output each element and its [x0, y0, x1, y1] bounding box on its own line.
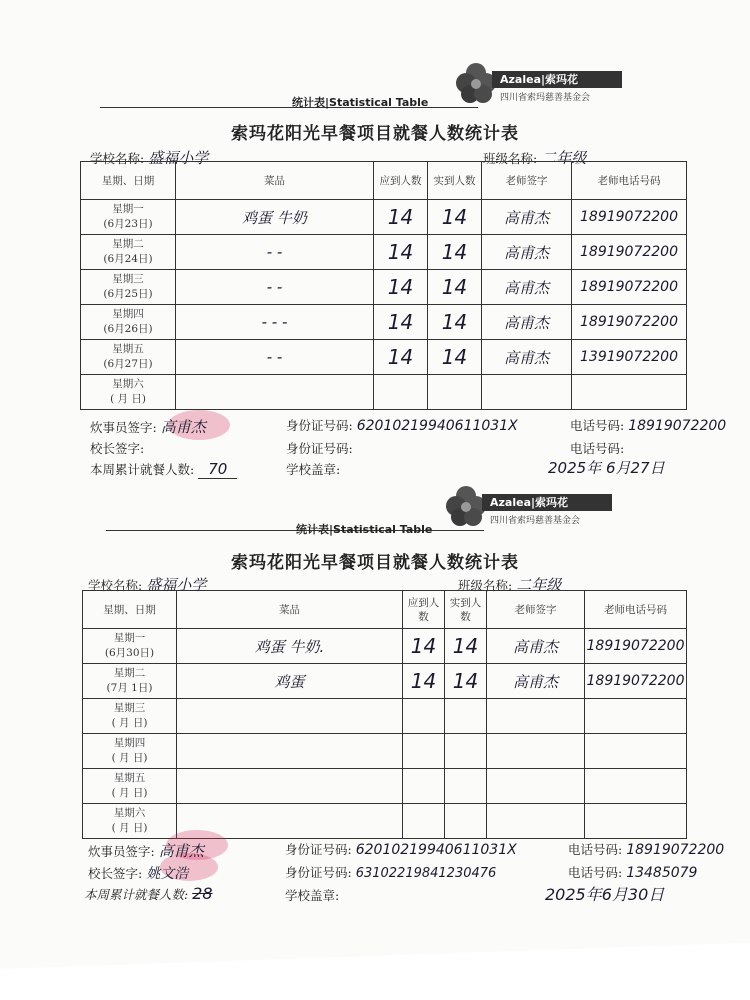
weekday-label: 星期一: [112, 203, 144, 215]
date-label: (6月30日): [104, 647, 155, 659]
logo-brand-en: Azalea: [500, 73, 541, 86]
date-label: (6月25日): [103, 288, 153, 300]
id-label: 身份证号码:: [286, 418, 353, 433]
expected-count-cell: [403, 769, 445, 804]
phone2-value: 13485079: [626, 865, 698, 881]
expected-count-cell: 14: [374, 235, 428, 270]
weekday-date-cell: [81, 200, 176, 235]
weekday-date-cell: [83, 664, 177, 699]
table-row: [83, 804, 687, 839]
table-row: [83, 664, 687, 699]
date-label: (6月23日): [103, 218, 153, 230]
date-label: ( 月 日): [111, 822, 148, 834]
table-row: [83, 769, 687, 804]
class-value: 二年级: [541, 149, 587, 167]
teacher-signature-cell: 高甫杰: [482, 305, 572, 340]
phone-value: 18919072200: [628, 418, 727, 434]
dish-cell: 鸡蛋 牛奶: [176, 200, 374, 235]
expected-count-cell: [374, 375, 428, 410]
meal-count-table: [82, 590, 687, 839]
table-row: [81, 305, 687, 340]
dish-cell: - -: [176, 270, 374, 305]
id2-row: [286, 439, 353, 457]
dish-cell: - -: [176, 340, 374, 375]
id2-label: 身份证号码:: [285, 865, 352, 880]
actual-count-cell: 14: [428, 305, 482, 340]
principal-row: [88, 863, 188, 883]
logo-foundation: 四川省索玛慈善基金会: [500, 93, 591, 103]
expected-count-cell: 14: [374, 270, 428, 305]
date-label: (6月24日): [103, 253, 153, 265]
expected-count-cell: [403, 699, 445, 734]
phone2-label: 电话号码:: [568, 865, 623, 880]
teacher-phone-cell: [585, 699, 687, 734]
table-row: [81, 270, 687, 305]
form-title: 索玛花阳光早餐项目就餐人数统计表: [231, 124, 519, 144]
actual-count-cell: [445, 769, 487, 804]
principal-label: 校长签字:: [90, 441, 145, 456]
weekday-label: 星期二: [112, 238, 144, 250]
table-header-row: [81, 162, 687, 200]
actual-count-cell: 14: [428, 340, 482, 375]
weekday-date-cell: [83, 769, 177, 804]
actual-count-cell: 14: [428, 235, 482, 270]
logo-brand-bar: Azalea|索玛花: [482, 494, 612, 511]
teacher-phone-cell: 18919072200: [572, 200, 687, 235]
actual-count-cell: [428, 375, 482, 410]
weekday-date-cell: [81, 375, 176, 410]
principal-label: 校长签字:: [88, 866, 143, 881]
table-row: [83, 734, 687, 769]
header-actual: 实到人数: [445, 591, 487, 629]
expected-count-cell: 14: [374, 200, 428, 235]
id-label: 身份证号码:: [285, 842, 352, 857]
statistical-table-tag: 统计表|Statistical Table: [296, 523, 433, 536]
actual-count-cell: [445, 699, 487, 734]
stamp-label: 学校盖章:: [285, 888, 340, 903]
weekday-label: 星期四: [112, 308, 144, 320]
header-dish: 菜品: [177, 591, 403, 629]
weekday-date-cell: [81, 270, 176, 305]
teacher-signature-cell: 高甫杰: [482, 235, 572, 270]
phone-row: [568, 840, 724, 858]
date-label: (6月27日): [103, 358, 153, 370]
teacher-signature-cell: 高甫杰: [487, 664, 585, 699]
actual-count-cell: 14: [428, 200, 482, 235]
cook-row: [90, 416, 206, 437]
total-label: 本周累计就餐人数:: [90, 462, 195, 477]
school-label: 学校名称:: [90, 151, 145, 166]
date-label: ( 月 日): [111, 787, 148, 799]
dish-cell: - - -: [176, 305, 374, 340]
dish-cell: [177, 769, 403, 804]
header-actual: 实到人数: [428, 162, 482, 200]
header-phone: 老师电话号码: [572, 162, 687, 200]
actual-count-cell: 14: [445, 664, 487, 699]
teacher-phone-cell: [585, 769, 687, 804]
teacher-phone-cell: [572, 375, 687, 410]
header-expected: 应到人数: [403, 591, 445, 629]
weekday-date-cell: [83, 734, 177, 769]
teacher-signature-cell: 高甫杰: [487, 629, 585, 664]
actual-count-cell: [445, 734, 487, 769]
weekday-date-cell: [83, 699, 177, 734]
principal-signature: 姚文浩: [146, 866, 189, 882]
teacher-phone-cell: 18919072200: [585, 664, 687, 699]
weekday-date-cell: [81, 305, 176, 340]
teacher-signature-cell: [482, 375, 572, 410]
weekday-date-cell: [83, 804, 177, 839]
expected-count-cell: [403, 734, 445, 769]
table-row: [83, 629, 687, 664]
teacher-signature-cell: [487, 734, 585, 769]
header-phone: 老师电话号码: [585, 591, 687, 629]
form-section-2: [0, 478, 750, 948]
header-teacher: 老师签字: [487, 591, 585, 629]
id-row: [286, 416, 518, 434]
meal-count-table: [80, 161, 687, 410]
teacher-phone-cell: 18919072200: [572, 305, 687, 340]
id-value: 62010219940611031X: [356, 418, 518, 434]
teacher-signature-cell: 高甫杰: [482, 200, 572, 235]
dish-cell: - -: [176, 235, 374, 270]
weekday-date-cell: [83, 629, 177, 664]
cook-signature: 高甫杰: [158, 842, 204, 860]
class-label: 班级名称:: [483, 151, 538, 166]
phone2-row: [570, 439, 624, 457]
weekday-label: 星期六: [112, 378, 144, 390]
logo-brand-en: Azalea: [490, 496, 531, 509]
logo-foundation: 四川省索玛慈善基金会: [490, 516, 581, 526]
dish-cell: [177, 699, 403, 734]
expected-count-cell: [403, 804, 445, 839]
dish-cell: 鸡蛋: [177, 664, 403, 699]
form-date: 2025年6月30日: [545, 885, 665, 904]
phone-label: 电话号码:: [570, 418, 625, 433]
school-value: 盛福小学: [146, 576, 207, 594]
form-date: 2025年 6月27日: [548, 459, 665, 477]
weekday-label: 星期五: [113, 772, 146, 784]
header-date: 星期、日期: [81, 162, 176, 200]
logo-brand-bar: Azalea|索玛花: [492, 71, 622, 88]
teacher-signature-cell: 高甫杰: [482, 340, 572, 375]
statistical-table-tag: 统计表|Statistical Table: [292, 96, 429, 109]
school-value: 盛福小学: [148, 149, 209, 167]
actual-count-cell: 14: [428, 270, 482, 305]
date-label: ( 月 日): [111, 752, 148, 764]
stamp-label: 学校盖章:: [286, 462, 341, 477]
weekday-label: 星期一: [113, 632, 146, 644]
table-row: [81, 235, 687, 270]
logo-brand-cn: 索玛花: [545, 73, 579, 86]
cook-label: 炊事员签字:: [88, 844, 155, 859]
dish-cell: [177, 734, 403, 769]
header-teacher: 老师签字: [482, 162, 572, 200]
total-value: 70: [198, 460, 237, 479]
logo-brand-cn: 索玛花: [535, 496, 569, 509]
weekday-date-cell: [81, 235, 176, 270]
id-value: 62010219940611031X: [355, 842, 517, 858]
teacher-signature-cell: 高甫杰: [482, 270, 572, 305]
teacher-phone-cell: 18919072200: [585, 629, 687, 664]
teacher-phone-cell: 18919072200: [572, 270, 687, 305]
teacher-phone-cell: [585, 804, 687, 839]
total-label: 本周累计就餐人数:: [84, 887, 189, 902]
id-row: [285, 840, 517, 858]
id2-label: 身份证号码:: [286, 441, 353, 456]
expected-count-cell: 14: [403, 664, 445, 699]
expected-count-cell: 14: [374, 340, 428, 375]
date-label: (6月26日): [103, 323, 153, 335]
phone-label: 电话号码:: [568, 842, 623, 857]
principal-row: [90, 439, 144, 457]
actual-count-cell: [445, 804, 487, 839]
table-row: [81, 375, 687, 410]
weekday-label: 星期三: [113, 702, 146, 714]
teacher-signature-cell: [487, 769, 585, 804]
header-date: 星期、日期: [83, 591, 177, 629]
teacher-signature-cell: [487, 804, 585, 839]
dish-cell: [176, 375, 374, 410]
table-row: [81, 200, 687, 235]
teacher-phone-cell: 13919072200: [572, 340, 687, 375]
actual-count-cell: 14: [445, 629, 487, 664]
stamp-row: [286, 460, 340, 478]
school-label: 学校名称:: [88, 578, 143, 593]
cook-signature: 高甫杰: [160, 418, 206, 436]
table-row: [83, 699, 687, 734]
total-value: 28: [192, 884, 213, 903]
table-header-row: [83, 591, 687, 629]
teacher-phone-cell: 18919072200: [572, 235, 687, 270]
phone-value: 18919072200: [626, 842, 725, 858]
phone-row: [570, 416, 726, 434]
class-value: 二年级: [516, 576, 562, 594]
id2-value: 63102219841230476: [355, 866, 497, 881]
date-label: ( 月 日): [111, 717, 148, 729]
cook-row: [88, 840, 204, 861]
class-label: 班级名称:: [458, 578, 513, 593]
weekday-label: 星期三: [112, 273, 144, 285]
date-label: (7月 1日): [106, 682, 153, 694]
weekday-label: 星期五: [112, 343, 144, 355]
form-section-1: [0, 55, 750, 525]
total-row: [90, 460, 237, 478]
weekday-label: 星期二: [113, 667, 146, 679]
teacher-signature-cell: [487, 699, 585, 734]
form-title: 索玛花阳光早餐项目就餐人数统计表: [231, 553, 519, 573]
phone2-label: 电话号码:: [570, 441, 625, 456]
header-expected: 应到人数: [374, 162, 428, 200]
id2-row: [285, 863, 496, 881]
expected-count-cell: 14: [403, 629, 445, 664]
stamp-row: [285, 886, 339, 904]
date-label: ( 月 日): [110, 393, 146, 405]
weekday-label: 星期六: [113, 807, 146, 819]
phone2-row: [568, 863, 697, 881]
header-dish: 菜品: [176, 162, 374, 200]
weekday-label: 星期四: [113, 737, 146, 749]
total-row: [84, 884, 213, 903]
dish-cell: 鸡蛋 牛奶.: [177, 629, 403, 664]
table-row: [81, 340, 687, 375]
expected-count-cell: 14: [374, 305, 428, 340]
cook-label: 炊事员签字:: [90, 420, 157, 435]
teacher-phone-cell: [585, 734, 687, 769]
weekday-date-cell: [81, 340, 176, 375]
